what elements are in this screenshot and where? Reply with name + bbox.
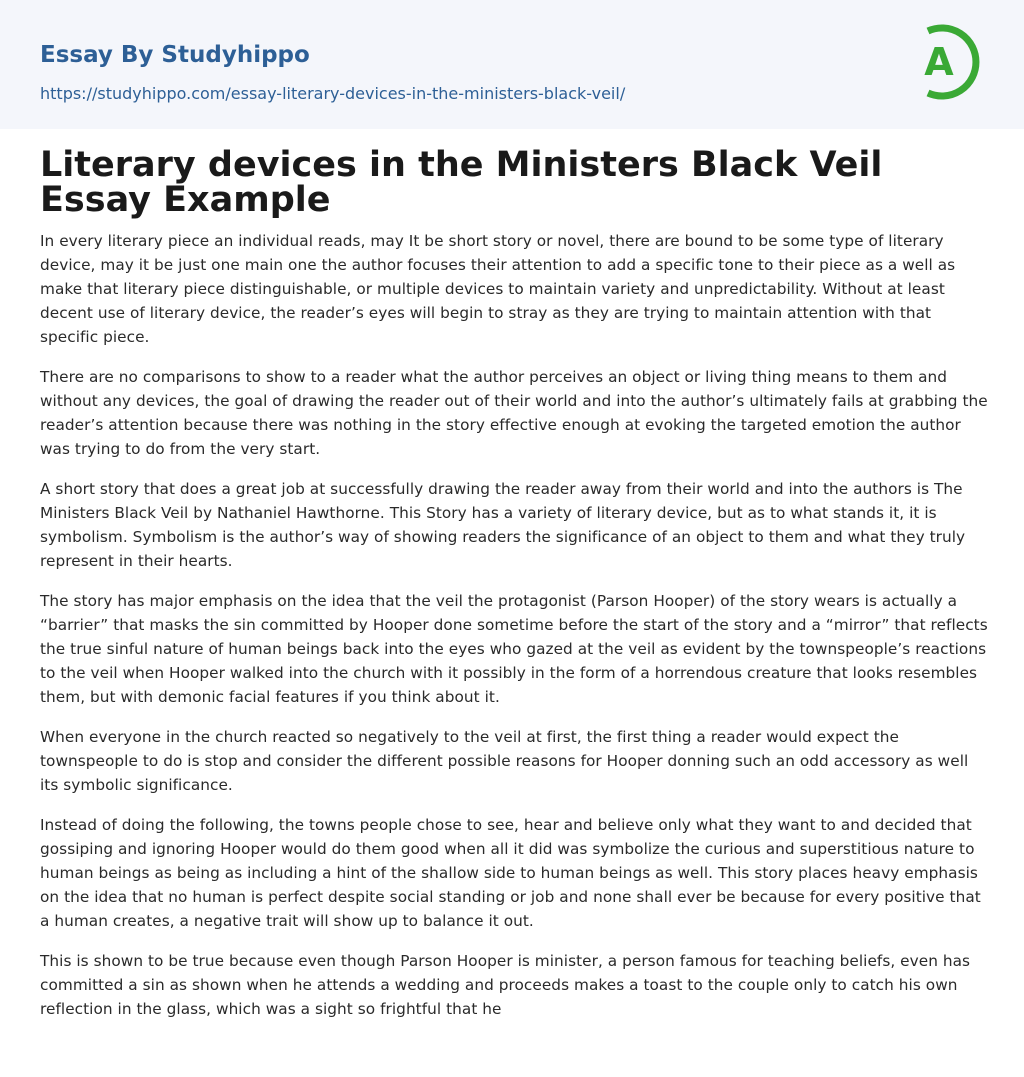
essay-body — [40, 229, 988, 1037]
logo-letter: A — [924, 40, 954, 84]
essay-paragraph-3: A short story that does a great job at successfully drawing the reader away from their world and into the authors is The Ministers Black Veil by Nathaniel Hawthorne. This Story has a variety of literary device, but as to what stands it, it is symbolism. Symbolism is the author’s way of showing readers the significance of an object to them and what they truly represent in their hearts. — [40, 480, 966, 570]
essay-paragraph-1: In every literary piece an individual reads, may It be short story or novel, there are bound to be some type of literary device, may it be just one main one the author focuses their attention to add a specific tone to their piece as a well as make that literary piece distinguishable, or multiple devices to maintain variety and unpredictability. Without at least decent use of literary device, the reader’s eyes will begin to stray as they are trying to maintain attention with that specific piece. — [40, 232, 956, 346]
essay-paragraph-4: The story has major emphasis on the idea that the veil the protagonist (Parson Hooper) of the story wears is actually a “barrier” that masks the sin committed by Hooper done sometime before the start of the story and a “mirror” that reflects the true sinful nature of human beings back into the eyes who gazed at the veil as evident by the townspeople’s reactions to the veil when Hooper walked into the church with it possibly in the form of a horrendous creature that looks resembles them, but with demonic facial features if you think about it. — [40, 592, 988, 706]
essay-paragraph-6: Instead of doing the following, the towns people chose to see, hear and believe only what they want to and decided that gossiping and ignoring Hooper would do them good when all it did was symbolize the curious and superstitious nature to human beings as being as including a hint of the shallow side to human beings as well. This story places heavy emphasis on the idea that no human is perfect despite social standing or job and none shall ever be because for every positive that a human creates, a negative trait will show up to balance it out. — [40, 816, 981, 930]
essay-url-link[interactable]: https://studyhippo.com/essay-literary-devices-in-the-ministers-black-veil/ — [40, 84, 626, 103]
essay-paragraph-2: There are no comparisons to show to a reader what the author perceives an object or living thing means to them and without any devices, the goal of drawing the reader out of their world and into the author’s ultimately fails at grabbing the reader’s attention because there was nothing in the story effective enough at evoking the targeted emotion the author was trying to do from the very start. — [40, 368, 988, 458]
essay-paragraph-7: This is shown to be true because even though Parson Hooper is minister, a person famous for teaching beliefs, even has committed a sin as shown when he attends a wedding and proceeds makes a toast to the couple only to catch his own reflection in the glass, which was a sight so frightful that he — [40, 952, 971, 1018]
studyhippo-logo-icon[interactable] — [910, 18, 988, 106]
site-brand[interactable]: Essay By Studyhippo — [40, 42, 310, 68]
page-title: Literary devices in the Ministers Black Veil Essay Example — [40, 145, 883, 220]
site-header — [0, 0, 1024, 129]
essay-paragraph-5: When everyone in the church reacted so negatively to the veil at first, the first thing a reader would expect the townspeople to do is stop and consider the different possible reasons for Hooper donning such an odd accessory as well its symbolic significance. — [40, 728, 969, 794]
